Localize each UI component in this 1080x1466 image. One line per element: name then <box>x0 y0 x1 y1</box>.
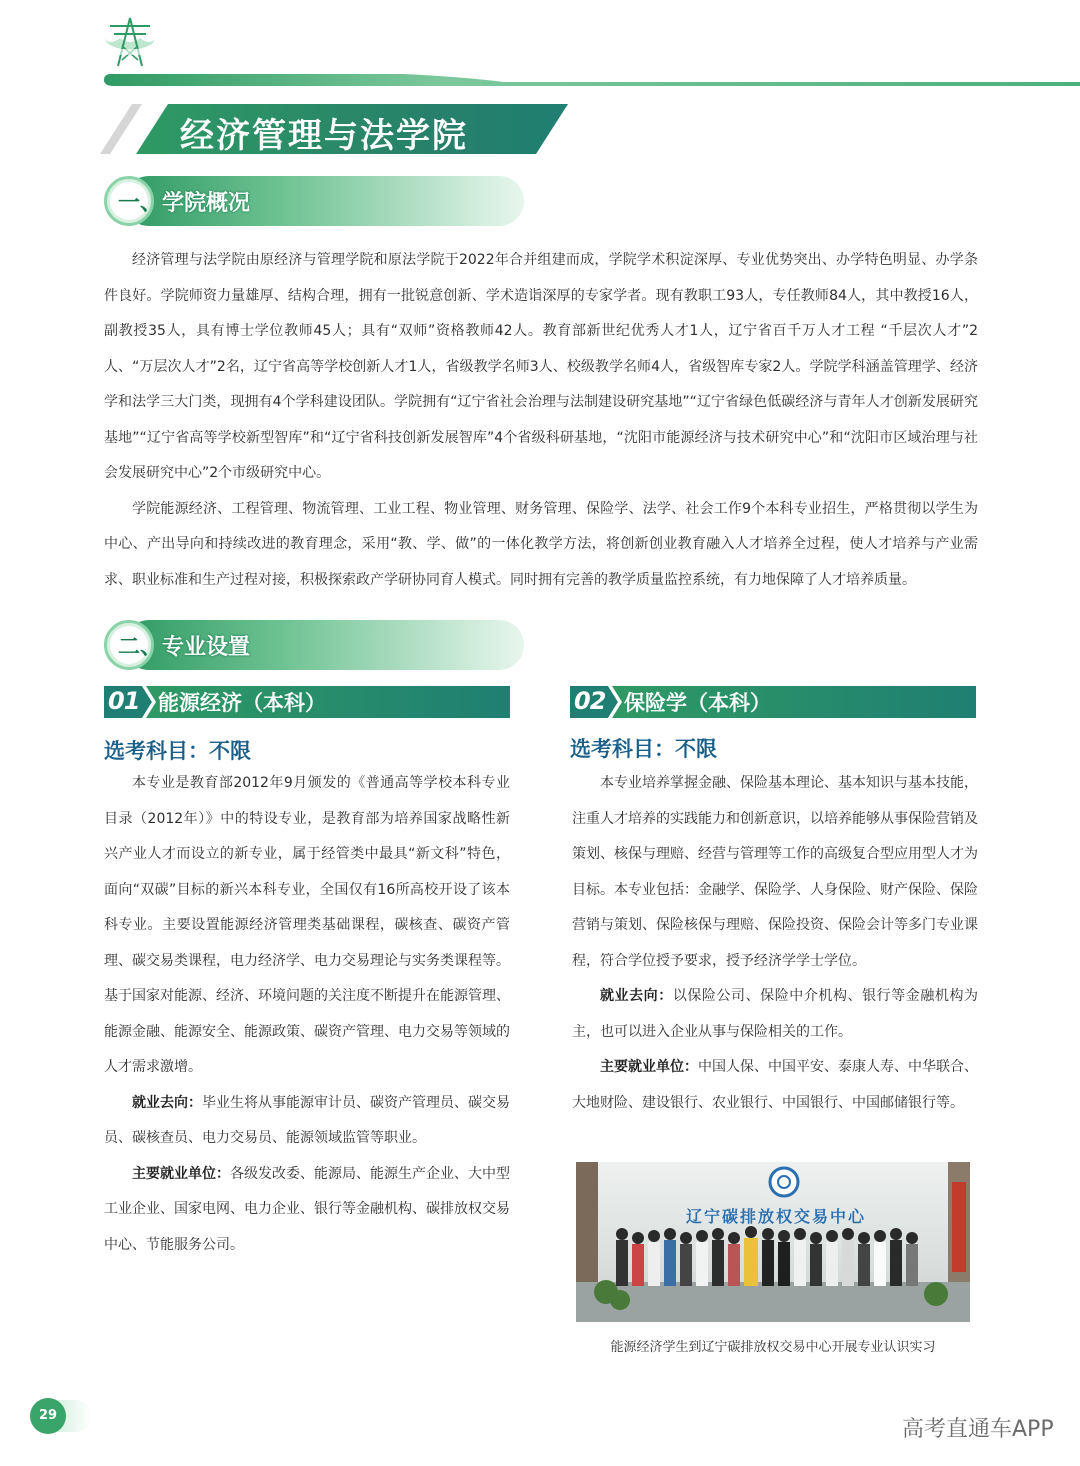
page-title-banner <box>96 104 576 154</box>
major1-intro: 本专业是教育部2012年9月颁发的《普通高等学校本科专业目录（2012年）》中的特设专业，是教育部为培养国家战略性新兴产业人才而设立的新专业，属于经管类中最具“新文科”特色，面向“双碳”目标的新兴本科专业，全国仅有16所高校开设了该本科专业。主要设置能源经济管理类基础课程，碳核查、碳资产管理、碳交易类课程，电力经济学、电力交易理论与实务类课程等。基于国家对能源、经济、环境问题的关注度不断提升在能源管理、能源金融、能源安全、能源政策、碳资产管理、电力交易等领域的人才需求激增。 <box>104 775 510 1075</box>
group-photo <box>576 1162 970 1322</box>
major2-subject-requirement: 选考科目：不限 <box>570 737 717 761</box>
major1-description <box>104 766 510 1263</box>
career-text: 以保险公司、保险中介机构、银行等金融机构为主，也可以进入企业从事与保险相关的工作。 <box>572 988 979 1040</box>
major1-employers <box>104 1157 510 1264</box>
career-label: 就业去向： <box>600 988 673 1004</box>
page-title: 经济管理与法学院 <box>180 116 468 156</box>
employers-label: 主要就业单位： <box>600 1059 698 1075</box>
watermark-text: 高考直通车APP <box>902 1417 1054 1442</box>
major1-career <box>104 1086 510 1157</box>
power-tower-logo-icon <box>100 16 160 68</box>
major-title: 能源经济（本科） <box>158 691 326 715</box>
header-band <box>104 72 1080 86</box>
overview-paragraph: 学院能源经济、工程管理、物流管理、工业工程、物业管理、财务管理、保险学、法学、社会工作9个本科专业招生，严格贯彻以学生为中心、产出导向和持续改进的教育理念，采用“教、学、做”的一体化教学方法，将创新创业教育融入人才培养全过程，使人才培养与产业需求、职业标准和生产过程对接，积极探索政产学研协同育人模式。同时拥有完善的教学质量监控系统，有力地保障了人才培养质量。 <box>104 500 978 588</box>
major2-description <box>572 766 978 1121</box>
major-heading-energy-economics <box>104 686 510 718</box>
major2-employers <box>572 1050 978 1121</box>
section-title: 专业设置 <box>162 635 251 660</box>
page-number: 29 <box>30 1398 66 1434</box>
overview-text <box>104 243 978 598</box>
photo-caption: 能源经济学生到辽宁碳排放权交易中心开展专业认识实习 <box>610 1340 936 1355</box>
major2-career <box>572 979 978 1050</box>
major-heading-insurance <box>570 686 976 718</box>
career-text: 毕业生将从事能源审计员、碳资产管理员、碳交易员、碳核查员、电力交易员、能源领域监管等职业。 <box>104 1094 510 1146</box>
employers-label: 主要就业单位： <box>132 1165 230 1182</box>
employers-text: 中国人保、中国平安、泰康人寿、中华联合、大地财险、建设银行、农业银行、中国银行、中国邮储银行等。 <box>572 1059 978 1111</box>
major1-subject-requirement: 选考科目：不限 <box>104 739 251 763</box>
photo-sign-text: 辽宁碳排放权交易中心 <box>685 1207 867 1226</box>
major2-intro: 本专业培养掌握金融、保险基本理论、基本知识与基本技能，注重人才培养的实践能力和创新意识，以培养能够从事保险营销及策划、核保与理赔、经营与管理等工作的高级复合型应用型人才为目标。本专业包括：金融学、保险学、人身保险、财产保险、保险营销与策划、保险核保与理赔、保险投资、保险会计等多门专业课程，符合学位授予要求，授予经济学学士学位。 <box>572 775 978 969</box>
career-label: 就业去向： <box>132 1094 202 1111</box>
section-number: 二、 <box>118 635 163 660</box>
major-number: 01 <box>108 687 140 715</box>
employers-text: 各级发改委、能源局、能源生产企业、大中型工业企业、国家电网、电力企业、银行等金融机构、碳排放权交易中心、节能服务公司。 <box>104 1165 510 1253</box>
major-title: 保险学（本科） <box>624 691 771 715</box>
major-number: 02 <box>574 687 606 715</box>
section-number: 一、 <box>118 191 163 216</box>
section-title: 学院概况 <box>162 191 251 216</box>
page-number-badge <box>30 1398 92 1434</box>
section-heading-overview <box>104 176 524 226</box>
section-heading-majors <box>104 620 524 670</box>
overview-paragraph: 经济管理与法学院由原经济与管理学院和原法学院于2022年合并组建而成，学院学术积淀深厚、专业优势突出、办学特色明显、办学条件良好。学院师资力量雄厚、结构合理，拥有一批锐意创新、学术造诣深厚的专家学者。现有教职工93人，专任教师84人，其中教授16人，副教授35人，具有博士学位教师45人；具有“双师”资格教师42人。教育部新世纪优秀人才1人，辽宁省百千万人才工程 “千层次人才”2人、“万层次人才”2名，辽宁省高等学校创新人才1人，省级教学名师3人、校级教学名师4人，省级智库专家2人。学院学科涵盖管理学、经济学和法学三大门类，现拥有4个学科建设团队。学院拥有“辽宁省社会治理与法制建设研究基地”“辽宁省绿色低碳经济与青年人才创新发展研究基地”“辽宁省高等学校新型智库”和“辽宁省科技创新发展智库”4个省级科研基地，“沈阳市能源经济与技术研究中心”和“沈阳市区域治理与社会发展研究中心”2个市级研究中心。 <box>104 252 978 481</box>
